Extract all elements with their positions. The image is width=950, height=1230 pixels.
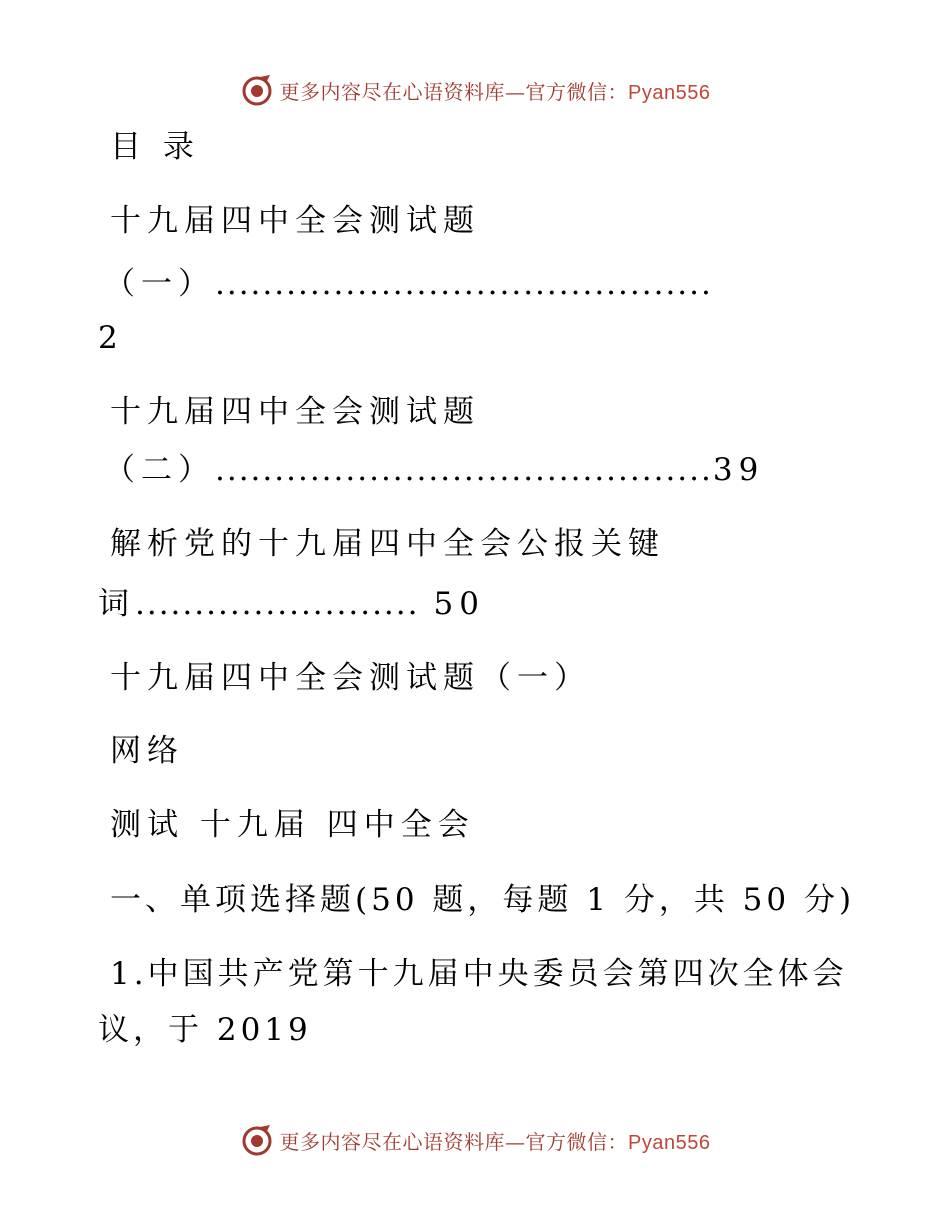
section-title: 一、单项选择题(50 题，每题 1 分，共 50 分): [110, 882, 856, 918]
toc-entry-3-line2: 词........................ 50: [98, 586, 485, 622]
toc-leader-dots: ..........................................: [215, 266, 713, 302]
toc-entry-1-page: 2: [98, 320, 124, 356]
header-banner: [0, 70, 950, 110]
quill-logo-icon: [240, 73, 274, 107]
toc-entry-2-page: 39: [712, 452, 765, 488]
question-1-line2: 议，于 2019: [98, 1012, 312, 1048]
wechat-id: Pyan556: [628, 81, 711, 104]
toc-leader-dots: ..........................................: [215, 452, 713, 488]
article-heading: 十九届四中全会测试题（一）: [110, 660, 591, 696]
article-source: 网络: [110, 733, 184, 769]
toc-entry-1-label: 十九届四中全会测试题: [110, 203, 480, 239]
banner-text: 更多内容尽在心语资料库—官方微信：Pyan556: [279, 1129, 711, 1154]
banner-text: 更多内容尽在心语资料库—官方微信：Pyan556: [279, 79, 711, 104]
article-tags: 测试 十九届 四中全会: [110, 807, 475, 843]
quill-logo-icon: [240, 1123, 274, 1157]
toc-title: 目 录: [110, 129, 200, 165]
toc-entry-2-line2: （二）..........................................39: [104, 452, 765, 488]
toc-entry-2-label: 十九届四中全会测试题: [110, 394, 480, 430]
toc-entry-1-line2: （一）..........................................: [104, 266, 713, 302]
footer-banner: [0, 1120, 950, 1160]
question-1-line1: 1.中国共产党第十九届中央委员会第四次全体会: [110, 956, 848, 992]
wechat-id: Pyan556: [628, 1131, 711, 1154]
toc-entry-3-label: 解析党的十九届四中全会公报关键: [110, 526, 665, 562]
toc-entry-3-page: 50: [433, 586, 485, 622]
toc-leader-dots: ........................: [135, 586, 420, 622]
